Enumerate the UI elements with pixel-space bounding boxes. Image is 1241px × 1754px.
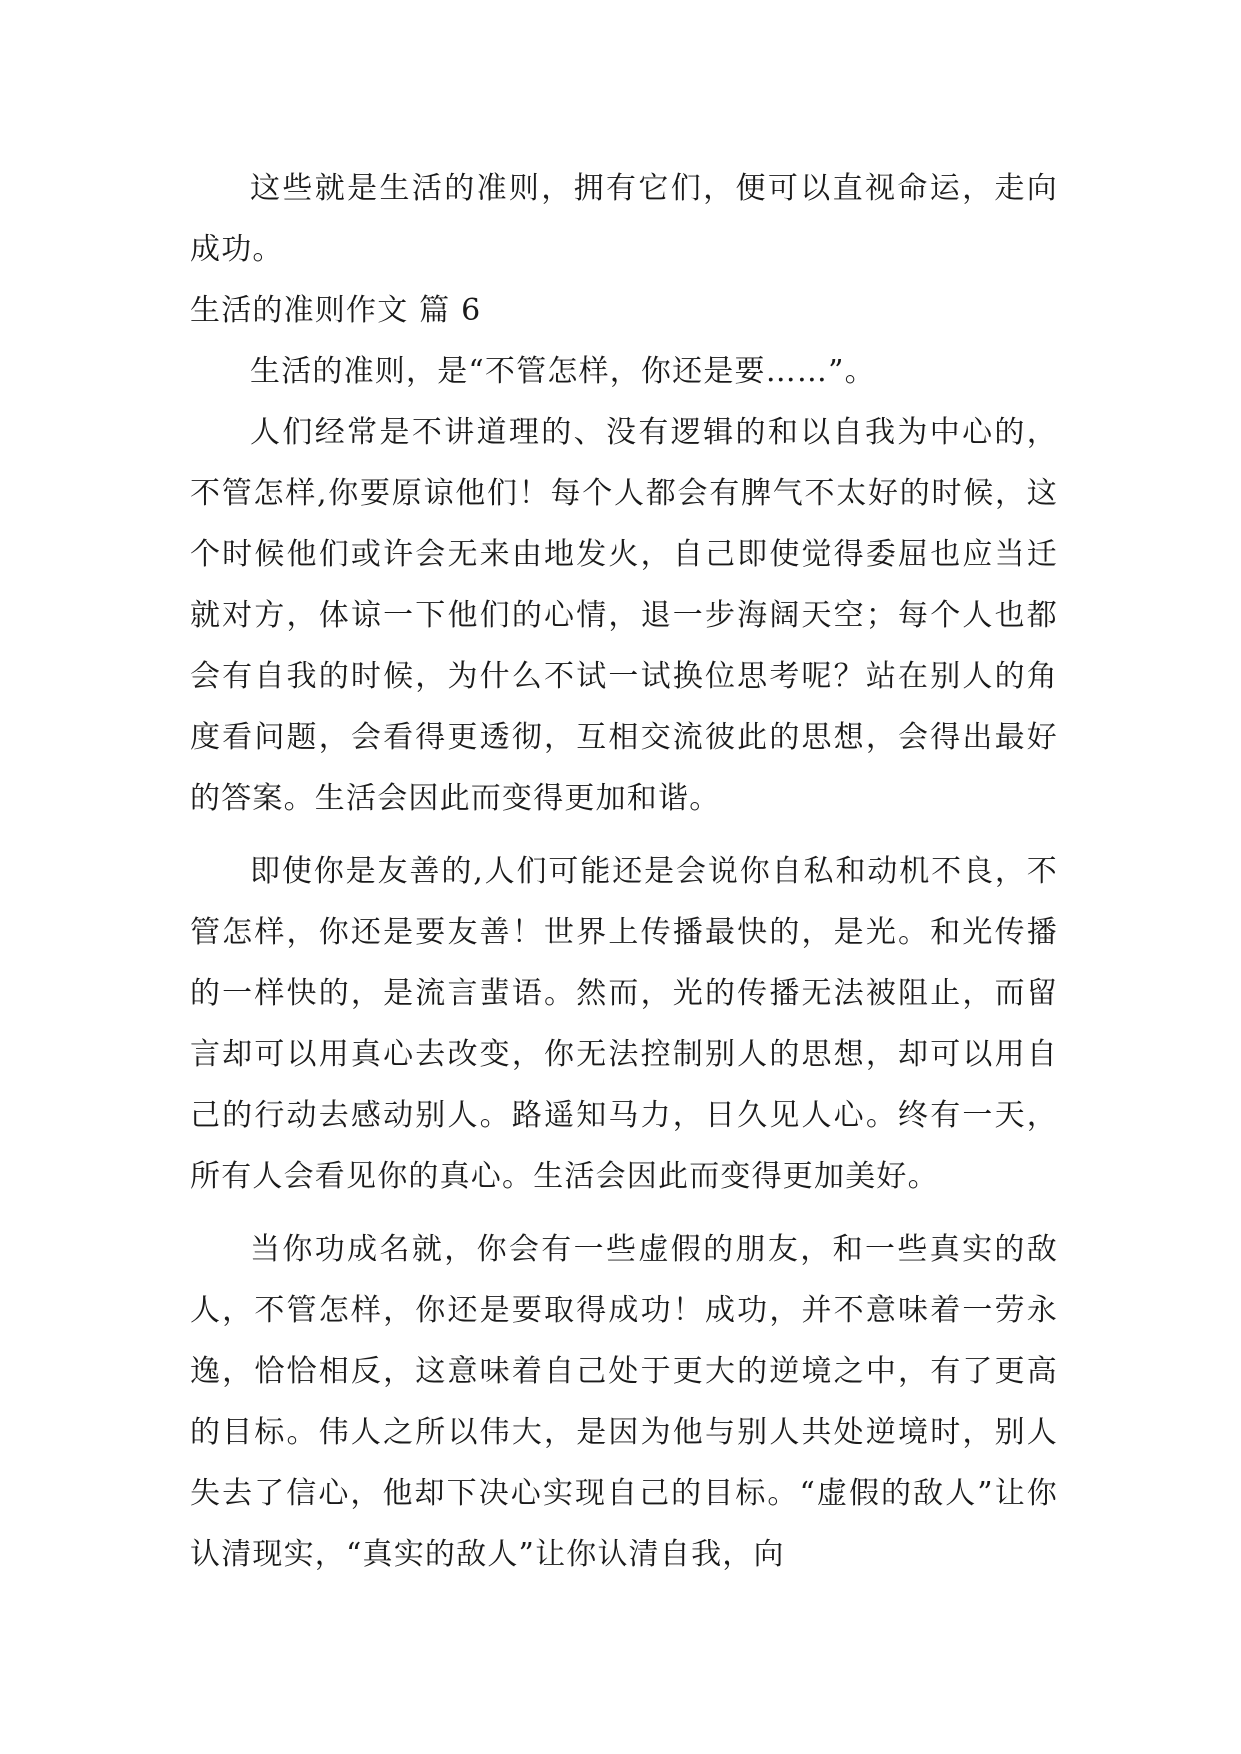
paragraph-intro: 生活的准则，是“不管怎样，你还是要……”。	[250, 354, 876, 389]
document-body	[190, 158, 1058, 1585]
paragraph-forgive: 人们经常是不讲道理的、没有逻辑的和以自我为中心的，不管怎样,你要原谅他们！每个人都会有脾气不太好的时候，这个时候他们或许会无来由地发火，自己即使觉得委屈也应当迁就对方，体谅一下他们的心情，退一步海阔天空；每个人也都会有自我的时候，为什么不试一试换位思考呢？站在别人的角度看问题，会看得更透彻，互相交流彼此的思想，会得出最好的答案。生活会因此而变得更加和谐。	[190, 415, 1058, 816]
paragraph-success: 当你功成名就，你会有一些虚假的朋友，和一些真实的敌人，不管怎样，你还是要取得成功！成功，并不意味着一劳永逸，恰恰相反，这意味着自己处于更大的逆境之中，有了更高的目标。伟人之所以伟大，是因为他与别人共处逆境时，别人失去了信心，他却下决心实现自己的目标。“虚假的敌人”让你认清现实，“真实的敌人”让你认清自我，向	[190, 1232, 1058, 1572]
paragraph-conclusion: 这些就是生活的准则，拥有它们，便可以直视命运，走向成功。	[190, 171, 1058, 267]
section-heading: 生活的准则作文 篇 6	[190, 293, 482, 328]
paragraph-kindness: 即使你是友善的,人们可能还是会说你自私和动机不良，不管怎样，你还是要友善！世界上传播最快的，是光。和光传播的一样快的，是流言蜚语。然而，光的传播无法被阻止，而留言却可以用真心去改变，你无法控制别人的思想，却可以用自己的行动去感动别人。路遥知马力，日久见人心。终有一天，所有人会看见你的真心。生活会因此而变得更加美好。	[190, 854, 1058, 1194]
